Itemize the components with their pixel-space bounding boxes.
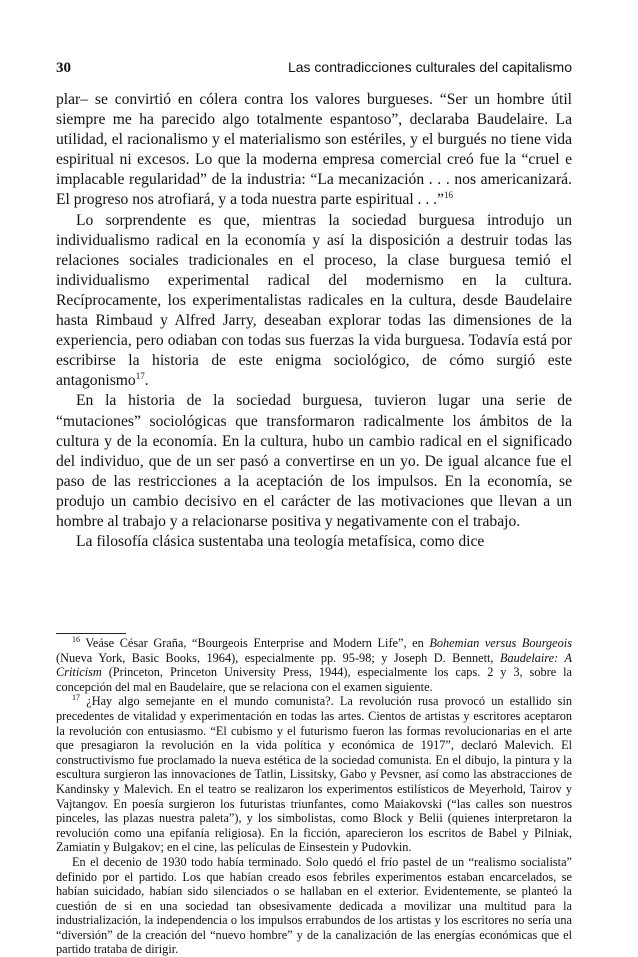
footnote-text: En el decenio de 1930 todo había terminado. Solo quedó el frío pastel de un “realismo socialista” definido por el partido. Los que habían creado esos febriles experimentos estaban encarcelados, se habían suicidado, habían sido silenciados o se hallaban en el exterior. Evidentemente, se planteó la cuestión de si en una sociedad tan obsesivamente dedicada a movilizar una multitud para la industrialización, la independencia o los impulsos errabundos de los artistas y los escritores no sería una “diversión” de la creación del “nuevo hombre” y de la canalización de las energías económicas que el partido trataba de dirigir.: [56, 854, 572, 957]
paragraph: [56, 532, 572, 552]
main-text: [56, 90, 572, 552]
footnote-number: 17: [72, 693, 80, 703]
footnote-17: [56, 694, 572, 855]
footnote-ref: 16: [443, 190, 453, 201]
footnote-text: (Princeton, Princeton University Press, 1944), especialmente los caps. 2 y 3, sobre la concepción del mal en Baudelaire, que se relaciona con el examen siguiente.: [56, 665, 572, 694]
paragraph-text: La filosofía clásica sustentaba una teología metafísica, como dice: [76, 533, 485, 551]
paragraph: [56, 211, 572, 392]
footnote-16: [56, 636, 572, 694]
footnote-text: (Nueva York, Basic Books, 1964), especialmente pp. 95-98; y Joseph D. Bennett,: [56, 650, 500, 665]
running-title: Las contradicciones culturales del capitalismo: [287, 59, 572, 75]
footnotes: [56, 636, 572, 957]
book-title: Bohemian versus Bourgeois: [429, 636, 572, 650]
footnote-text: ¿Hay algo semejante en el mundo comunista?. La revolución rusa provocó un estallido sin precedentes de vitalidad y experimentación en todas las artes. Cientos de artistas y escritores aceptaron la revolución con entusiasmo. “El cubismo y el futurismo fueron las formas revolucionarias en el arte que presagiaron la revolución en la vida política y económica de 1917”, declaró Malevich. El constructivismo fue proclamado la nueva estética de la sociedad comunista. En el dibujo, la pintura y la escultura surgieron las innovaciones de Tatlin, Lissitsky, Gabo y Pevsner, así como las abstracciones de Kandinsky y Malevich. En el teatro se realizaron los experimentos estilísticos de Meyerhold, Tairov y Vajtangov. En poesía surgieron los futuristas triunfantes, como Maiakovski (“las calles son nuestros pinceles, las plazas nuestra paleta”), y los simbolistas, como Block y Belii (quienes interpretaron la revolución como una epifanía religiosa). En la ficción, aparecieron los escritos de Babel y Pilniak, Zamiatin y Bulgakov; en el cine, las películas de Einsestein y Pudovkin.: [56, 694, 573, 855]
footnote-divider: [56, 633, 126, 634]
page-header: [56, 59, 572, 77]
footnote-number: 16: [72, 635, 80, 644]
paragraph-text: plar– se convirtió en cólera contra los valores burgueses. “Ser un hombre útil siempre me ha parecido algo totalmente espantoso”, declaraba Baudelaire. La utilidad, el racionalismo y el materialismo son estériles, y el burgués no tiene vida espiritual ni excesos. Lo que la moderna empresa comercial creó fue la “cruel e implacable regularidad” de la industria: “La mecanización . . . nos americanizará. El progreso nos atrofiará, y a toda nuestra parte espiritual . . .”: [56, 91, 572, 209]
book-title: Baudelaire: A Criticism: [56, 650, 572, 680]
footnote-17-continued: [56, 855, 572, 957]
footnote-ref: 17: [135, 371, 145, 382]
paragraph-text: Lo sorprendente es que, mientras la sociedad burguesa introdujo un individualismo radical en la economía y así la disposición a destruir todas las relaciones sociales tradicionales en el proceso, la clase burguesa temió el individualismo experimental radical del modernismo en la cultura. Recíprocamente, los experimentalistas radicales en la cultura, desde Baudelaire hasta Rimbaud y Alfred Jarry, deseaban explorar todas las dimensiones de la experiencia, pero odiaban con todas sus fuerzas la vida burguesa. Todavía está por escribirse la historia de este enigma sociológico, de cómo surgió este antagonismo: [56, 211, 572, 390]
paragraph: [56, 391, 572, 532]
paragraph: [56, 90, 572, 211]
page-number: 30: [56, 60, 71, 76]
paragraph-tail: .: [144, 372, 149, 390]
paragraph-text: En la historia de la sociedad burguesa, tuvieron lugar una serie de “mutaciones” sociológicas que transformaron radicalmente los ámbitos de la cultura y de la economía. En la cultura, hubo un cambio radical en el significado del individuo, que de un ser pasó a convertirse en un yo. De igual alcance fue el paso de las restricciones a la aceptación de los impulsos. En la economía, se produjo un cambio decisivo en el carácter de las motivaciones que llevan a un hombre al trabajo y a relacionarse positiva y negativamente con el trabajo.: [56, 392, 572, 530]
footnote-text: Veáse César Graña, “Bourgeois Enterprise and Modern Life”, en: [85, 636, 430, 650]
